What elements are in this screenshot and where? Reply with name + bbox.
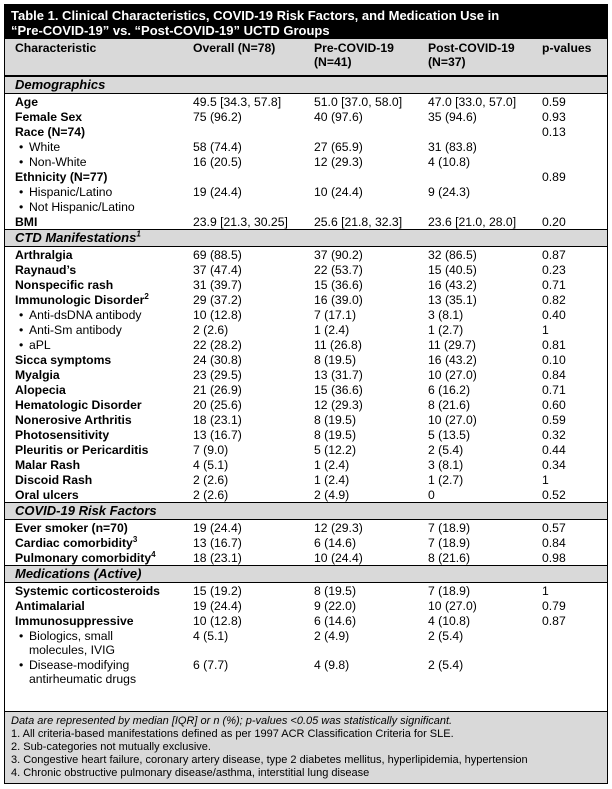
section-ctd-manifestations [5,229,607,247]
table-row [5,628,607,657]
cell-post-covid: 5 (13.5) [428,428,471,442]
table-row [5,382,607,397]
header-pvalues: p-values [542,41,592,55]
cell-pre-covid: 6 (14.6) [314,536,357,550]
table-row [5,214,607,229]
table-row [5,550,607,565]
cell-post-covid: 8 (21.6) [428,551,471,565]
cell-characteristic: Malar Rash [15,458,81,472]
cell-post-covid: 2 (5.4) [428,443,464,457]
cell-post-covid: 4 (10.8) [428,155,471,169]
cell-pre-covid: 5 (12.2) [314,443,357,457]
cell-pvalue: 1 [542,473,549,487]
footnote-4: 4. Chronic obstructive pulmonary disease/asthma, interstitial lung disease [11,767,370,779]
bullet-icon: • [19,629,24,643]
table-row [5,337,607,352]
cell-pre-covid: 8 (19.5) [314,584,357,598]
cell-characteristic: Raynaud’s [15,263,77,277]
cell-overall: 58 (74.4) [193,140,242,154]
cell-post-covid: 16 (43.2) [428,353,477,367]
bullet-icon: • [19,185,24,199]
table-title [5,5,607,39]
cell-pvalue: 0.40 [542,308,566,322]
cell-pvalue: 0.44 [542,443,566,457]
cell-pre-covid: 9 (22.0) [314,599,357,613]
table-row [5,154,607,169]
table-row [5,583,607,598]
cell-overall: 20 (25.6) [193,398,242,412]
cell-pvalue: 0.13 [542,125,566,139]
cell-overall: 29 (37.2) [193,293,242,307]
cell-characteristic: Photosensitivity [15,428,110,442]
table-row [5,109,607,124]
table-row [5,169,607,184]
cell-pvalue: 0.23 [542,263,566,277]
cell-characteristic: • aPL [19,338,51,352]
cell-pre-covid: 22 (53.7) [314,263,363,277]
cell-overall: 19 (24.4) [193,185,242,199]
table-row [5,94,607,109]
section-title: COVID-19 Risk Factors [15,503,157,518]
cell-pvalue: 0.59 [542,95,566,109]
cell-post-covid: 1 (2.7) [428,473,464,487]
cell-overall: 13 (16.7) [193,428,242,442]
cell-characteristic: • Not Hispanic/Latino [19,200,135,214]
cell-characteristic: Discoid Rash [15,473,93,487]
cell-pvalue: 0.79 [542,599,566,613]
cell-pvalue: 0.34 [542,458,566,472]
table-row [5,535,607,550]
cell-post-covid: 10 (27.0) [428,413,477,427]
cell-pvalue: 1 [542,323,549,337]
table-row [5,277,607,292]
header-pre-covid: Pre-COVID-19 (N=41) [314,41,394,69]
cell-pre-covid: 40 (97.6) [314,110,363,124]
cell-characteristic: Systemic corticosteroids [15,584,160,598]
section-medications [5,565,607,583]
cell-post-covid: 6 (16.2) [428,383,471,397]
cell-pvalue: 0.52 [542,488,566,502]
cell-characteristic: Immunologic Disorder$^2$ [15,291,149,307]
cell-post-covid: 8 (21.6) [428,398,471,412]
cell-post-covid: 0 [428,488,435,502]
table-footnotes [5,711,607,783]
cell-overall: 2 (2.6) [193,473,229,487]
cell-pre-covid: 13 (31.7) [314,368,363,382]
bullet-icon: • [19,308,24,322]
cell-pvalue: 0.98 [542,551,566,565]
cell-pre-covid: 7 (17.1) [314,308,357,322]
bullet-icon: • [19,338,24,352]
cell-pre-covid: 2 (4.9) [314,488,350,502]
cell-characteristic: Arthralgia [15,248,73,262]
table-row [5,352,607,367]
table-row [5,442,607,457]
cell-characteristic: • Non-White [19,155,87,169]
cell-overall: 16 (20.5) [193,155,242,169]
cell-pre-covid: 2 (4.9) [314,629,350,643]
cell-post-covid: 1 (2.7) [428,323,464,337]
section-covid-risk-factors [5,502,607,520]
cell-post-covid: 10 (27.0) [428,368,477,382]
table-row [5,262,607,277]
cell-overall: 75 (96.2) [193,110,242,124]
cell-pre-covid: 4 (9.8) [314,658,350,672]
cell-post-covid: 2 (5.4) [428,658,464,672]
cell-overall: 31 (39.7) [193,278,242,292]
cell-characteristic: Sicca symptoms [15,353,112,367]
cell-pre-covid: 11 (26.8) [314,338,362,352]
cell-post-covid: 2 (5.4) [428,629,464,643]
cell-characteristic: Female Sex [15,110,83,124]
cell-pre-covid: 10 (24.4) [314,185,363,199]
cell-characteristic: Pleuritis or Pericarditis [15,443,149,457]
cell-overall: 18 (23.1) [193,413,242,427]
cell-overall: 69 (88.5) [193,248,242,262]
cell-pvalue: 0.71 [542,383,566,397]
cell-characteristic: Race (N=74) [15,125,86,139]
cell-overall: 13 (16.7) [193,536,242,550]
cell-post-covid: 10 (27.0) [428,599,477,613]
table-row [5,397,607,412]
cell-pvalue: 0.60 [542,398,566,412]
cell-post-covid: 11 (29.7) [428,338,476,352]
cell-overall: 10 (12.8) [193,614,242,628]
table-row [5,184,607,199]
cell-post-covid: 16 (43.2) [428,278,477,292]
bullet-icon: • [19,323,24,337]
cell-overall: 21 (26.9) [193,383,242,397]
cell-characteristic: • Anti-dsDNA antibody [19,308,142,322]
cell-pre-covid: 16 (39.0) [314,293,363,307]
table-row [5,472,607,487]
cell-characteristic: Age [15,95,39,109]
cell-pre-covid: 8 (19.5) [314,413,357,427]
cell-post-covid: 47.0 [33.0, 57.0] [428,95,517,109]
cell-pvalue: 0.82 [542,293,566,307]
table-title-line-1: Table 1. Clinical Characteristics, COVID-19 Risk Factors, and Medication Use in [11,8,500,23]
cell-overall: 15 (19.2) [193,584,242,598]
cell-overall: 6 (7.7) [193,658,229,672]
table-row [5,292,607,307]
cell-characteristic: Alopecia [15,383,66,397]
table-row [5,520,607,535]
column-header-row [5,39,607,76]
table-row [5,124,607,139]
table-row [5,412,607,427]
cell-post-covid: 7 (18.9) [428,521,471,535]
cell-characteristic: Ever smoker (n=70) [15,521,128,535]
section-demographics [5,76,607,94]
cell-characteristic: Antimalarial [15,599,85,613]
cell-pre-covid: 1 (2.4) [314,473,350,487]
footnote-1: 1. All criteria-based manifestations defined as per 1997 ACR Classification Criteria for SLE. [11,728,454,740]
table-row [5,322,607,337]
cell-characteristic: • Biologics, small molecules, IVIG [19,629,116,657]
cell-overall: 4 (5.1) [193,458,229,472]
cell-characteristic: Hematologic Disorder [15,398,142,412]
bullet-icon: • [19,155,24,169]
cell-pre-covid: 25.6 [21.8, 32.3] [314,215,403,229]
bullet-icon: • [19,658,24,672]
section-title: CTD Manifestations$^1$ [15,229,141,245]
cell-post-covid: 4 (10.8) [428,614,471,628]
cell-post-covid: 32 (86.5) [428,248,477,262]
cell-post-covid: 3 (8.1) [428,308,464,322]
cell-pre-covid: 8 (19.5) [314,353,357,367]
header-post-covid: Post-COVID-19 (N=37) [428,41,515,69]
table-row [5,598,607,613]
cell-post-covid: 35 (94.6) [428,110,477,124]
cell-pvalue: 1 [542,584,549,598]
cell-pre-covid: 10 (24.4) [314,551,363,565]
cell-pvalue: 0.84 [542,536,566,550]
table-row [5,657,607,686]
cell-characteristic: Pulmonary comorbidity$^4$ [15,549,156,565]
cell-pvalue: 0.87 [542,614,566,628]
cell-pvalue: 0.71 [542,278,566,292]
table-row [5,307,607,322]
cell-overall: 18 (23.1) [193,551,242,565]
table-row [5,139,607,154]
cell-overall: 2 (2.6) [193,488,229,502]
bullet-icon: • [19,140,24,154]
cell-pre-covid: 37 (90.2) [314,248,363,262]
cell-pvalue: 0.87 [542,248,566,262]
cell-characteristic: • Hispanic/Latino [19,185,113,199]
cell-overall: 2 (2.6) [193,323,229,337]
cell-pre-covid: 6 (14.6) [314,614,357,628]
table-row [5,613,607,628]
clinical-characteristics-table [4,4,608,784]
section-title: Medications (Active) [15,566,142,581]
cell-pvalue: 0.59 [542,413,566,427]
table-title-line-2: “Pre-COVID-19” vs. “Post-COVID-19” UCTD Groups [11,23,330,38]
cell-pvalue: 0.84 [542,368,566,382]
cell-pvalue: 0.20 [542,215,566,229]
table-row [5,367,607,382]
cell-post-covid: 9 (24.3) [428,185,471,199]
cell-characteristic: Cardiac comorbidity$^3$ [15,534,138,550]
cell-pvalue: 0.10 [542,353,566,367]
cell-pre-covid: 8 (19.5) [314,428,357,442]
cell-characteristic: Immunosuppressive [15,614,134,628]
cell-pvalue: 0.81 [542,338,566,352]
cell-pvalue: 0.57 [542,521,566,535]
cell-characteristic: Oral ulcers [15,488,79,502]
cell-post-covid: 13 (35.1) [428,293,477,307]
footnote-3: 3. Congestive heart failure, coronary artery disease, type 2 diabetes mellitus, hyperlipidemia, hypertension [11,754,528,766]
cell-overall: 23 (29.5) [193,368,242,382]
cell-overall: 23.9 [21.3, 30.25] [193,215,288,229]
cell-overall: 7 (9.0) [193,443,229,457]
cell-post-covid: 7 (18.9) [428,584,471,598]
footnote-data-representation: Data are represented by median [IQR] or n (%); p-values <0.05 was statistically significant. [11,715,453,727]
cell-characteristic: Ethnicity (N=77) [15,170,108,184]
table-row [5,427,607,442]
table-row [5,199,607,214]
cell-pre-covid: 51.0 [37.0, 58.0] [314,95,403,109]
cell-overall: 10 (12.8) [193,308,242,322]
cell-characteristic: Nonspecific rash [15,278,114,292]
cell-pre-covid: 12 (29.3) [314,155,363,169]
footnote-2: 2. Sub-categories not mutually exclusive. [11,741,211,753]
section-title: Demographics [15,77,106,92]
cell-pvalue: 0.93 [542,110,566,124]
header-characteristic: Characteristic [15,41,97,55]
cell-post-covid: 3 (8.1) [428,458,464,472]
cell-post-covid: 23.6 [21.0, 28.0] [428,215,517,229]
cell-characteristic: • White [19,140,61,154]
bullet-icon: • [19,200,24,214]
cell-pvalue: 0.32 [542,428,566,442]
cell-characteristic: Myalgia [15,368,60,382]
cell-overall: 19 (24.4) [193,521,242,535]
cell-overall: 19 (24.4) [193,599,242,613]
table-row [5,487,607,502]
cell-characteristic: • Anti-Sm antibody [19,323,122,337]
table-row [5,247,607,262]
cell-pre-covid: 15 (36.6) [314,383,363,397]
cell-characteristic: Nonerosive Arthritis [15,413,132,427]
cell-post-covid: 7 (18.9) [428,536,471,550]
cell-pre-covid: 12 (29.3) [314,521,363,535]
cell-pre-covid: 1 (2.4) [314,323,350,337]
cell-post-covid: 31 (83.8) [428,140,477,154]
cell-overall: 4 (5.1) [193,629,229,643]
cell-pre-covid: 1 (2.4) [314,458,350,472]
header-overall: Overall (N=78) [193,41,276,55]
cell-pre-covid: 27 (65.9) [314,140,363,154]
cell-pre-covid: 15 (36.6) [314,278,363,292]
cell-post-covid: 15 (40.5) [428,263,477,277]
cell-overall: 37 (47.4) [193,263,242,277]
cell-characteristic: BMI [15,215,38,229]
table-row [5,457,607,472]
cell-characteristic: • Disease-modifying antirheumatic drugs [19,658,137,686]
cell-overall: 22 (28.2) [193,338,242,352]
cell-overall: 24 (30.8) [193,353,242,367]
cell-pre-covid: 12 (29.3) [314,398,363,412]
cell-pvalue: 0.89 [542,170,566,184]
cell-overall: 49.5 [34.3, 57.8] [193,95,282,109]
